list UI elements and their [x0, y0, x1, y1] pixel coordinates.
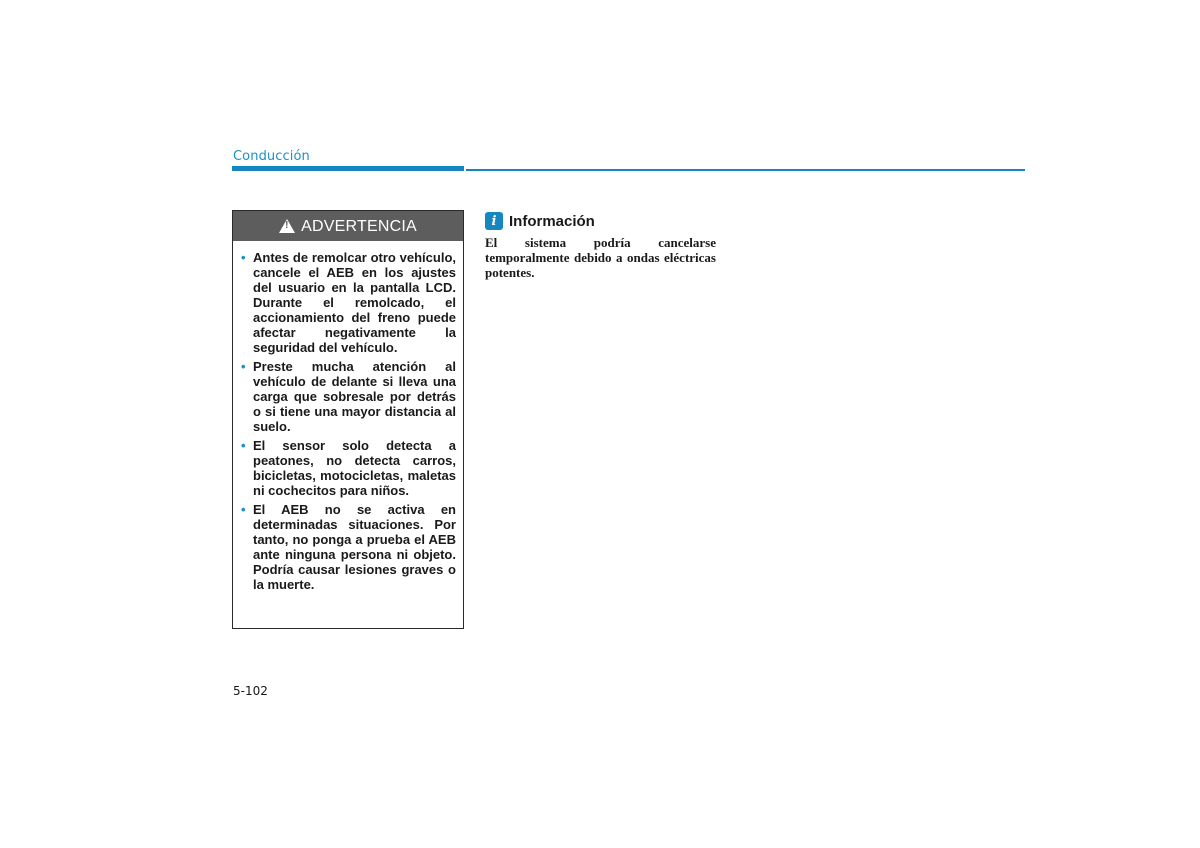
warning-box — [232, 210, 464, 629]
warning-list — [233, 241, 463, 592]
warning-item-text: Preste mucha atención al vehículo de delante si lleva una carga que sobresale por detrás o si tiene una mayor distancia al suelo. — [253, 359, 456, 434]
warning-triangle-icon — [279, 219, 295, 233]
info-title: Información — [509, 212, 595, 230]
bullet-icon: • — [241, 359, 246, 374]
warning-item-text: El AEB no se activa en determinadas situaciones. Por tanto, no ponga a prueba el AEB ante ninguna persona ni objeto. Podría causar lesiones graves o la muerte. — [253, 502, 456, 592]
info-block — [485, 211, 716, 280]
bullet-icon: • — [241, 438, 246, 453]
header-rule-thin — [466, 169, 1025, 171]
warning-item — [241, 250, 456, 355]
info-body: El sistema podría cancelarse temporalmente debido a ondas eléctricas potentes. — [485, 235, 716, 280]
info-header — [485, 211, 716, 231]
bullet-icon: • — [241, 250, 246, 265]
warning-title: ADVERTENCIA — [301, 217, 417, 235]
warning-item-text: Antes de remolcar otro vehículo, cancele el AEB en los ajustes del usuario en la pantalla LCD. Durante el remolcado, el accionamiento del freno puede afectar negativamente la seguridad del vehículo. — [253, 250, 456, 355]
header-rule-thick — [232, 166, 464, 171]
warning-item — [241, 359, 456, 434]
bullet-icon: • — [241, 502, 246, 517]
warning-item — [241, 438, 456, 498]
info-icon: i — [485, 212, 503, 230]
warning-header — [233, 211, 463, 241]
section-title: Conducción — [233, 149, 310, 164]
warning-item-text: El sensor solo detecta a peatones, no detecta carros, bicicletas, motocicletas, maletas ni cochecitos para niños. — [253, 438, 456, 498]
page-number: 5-102 — [233, 684, 268, 698]
warning-item — [241, 502, 456, 592]
